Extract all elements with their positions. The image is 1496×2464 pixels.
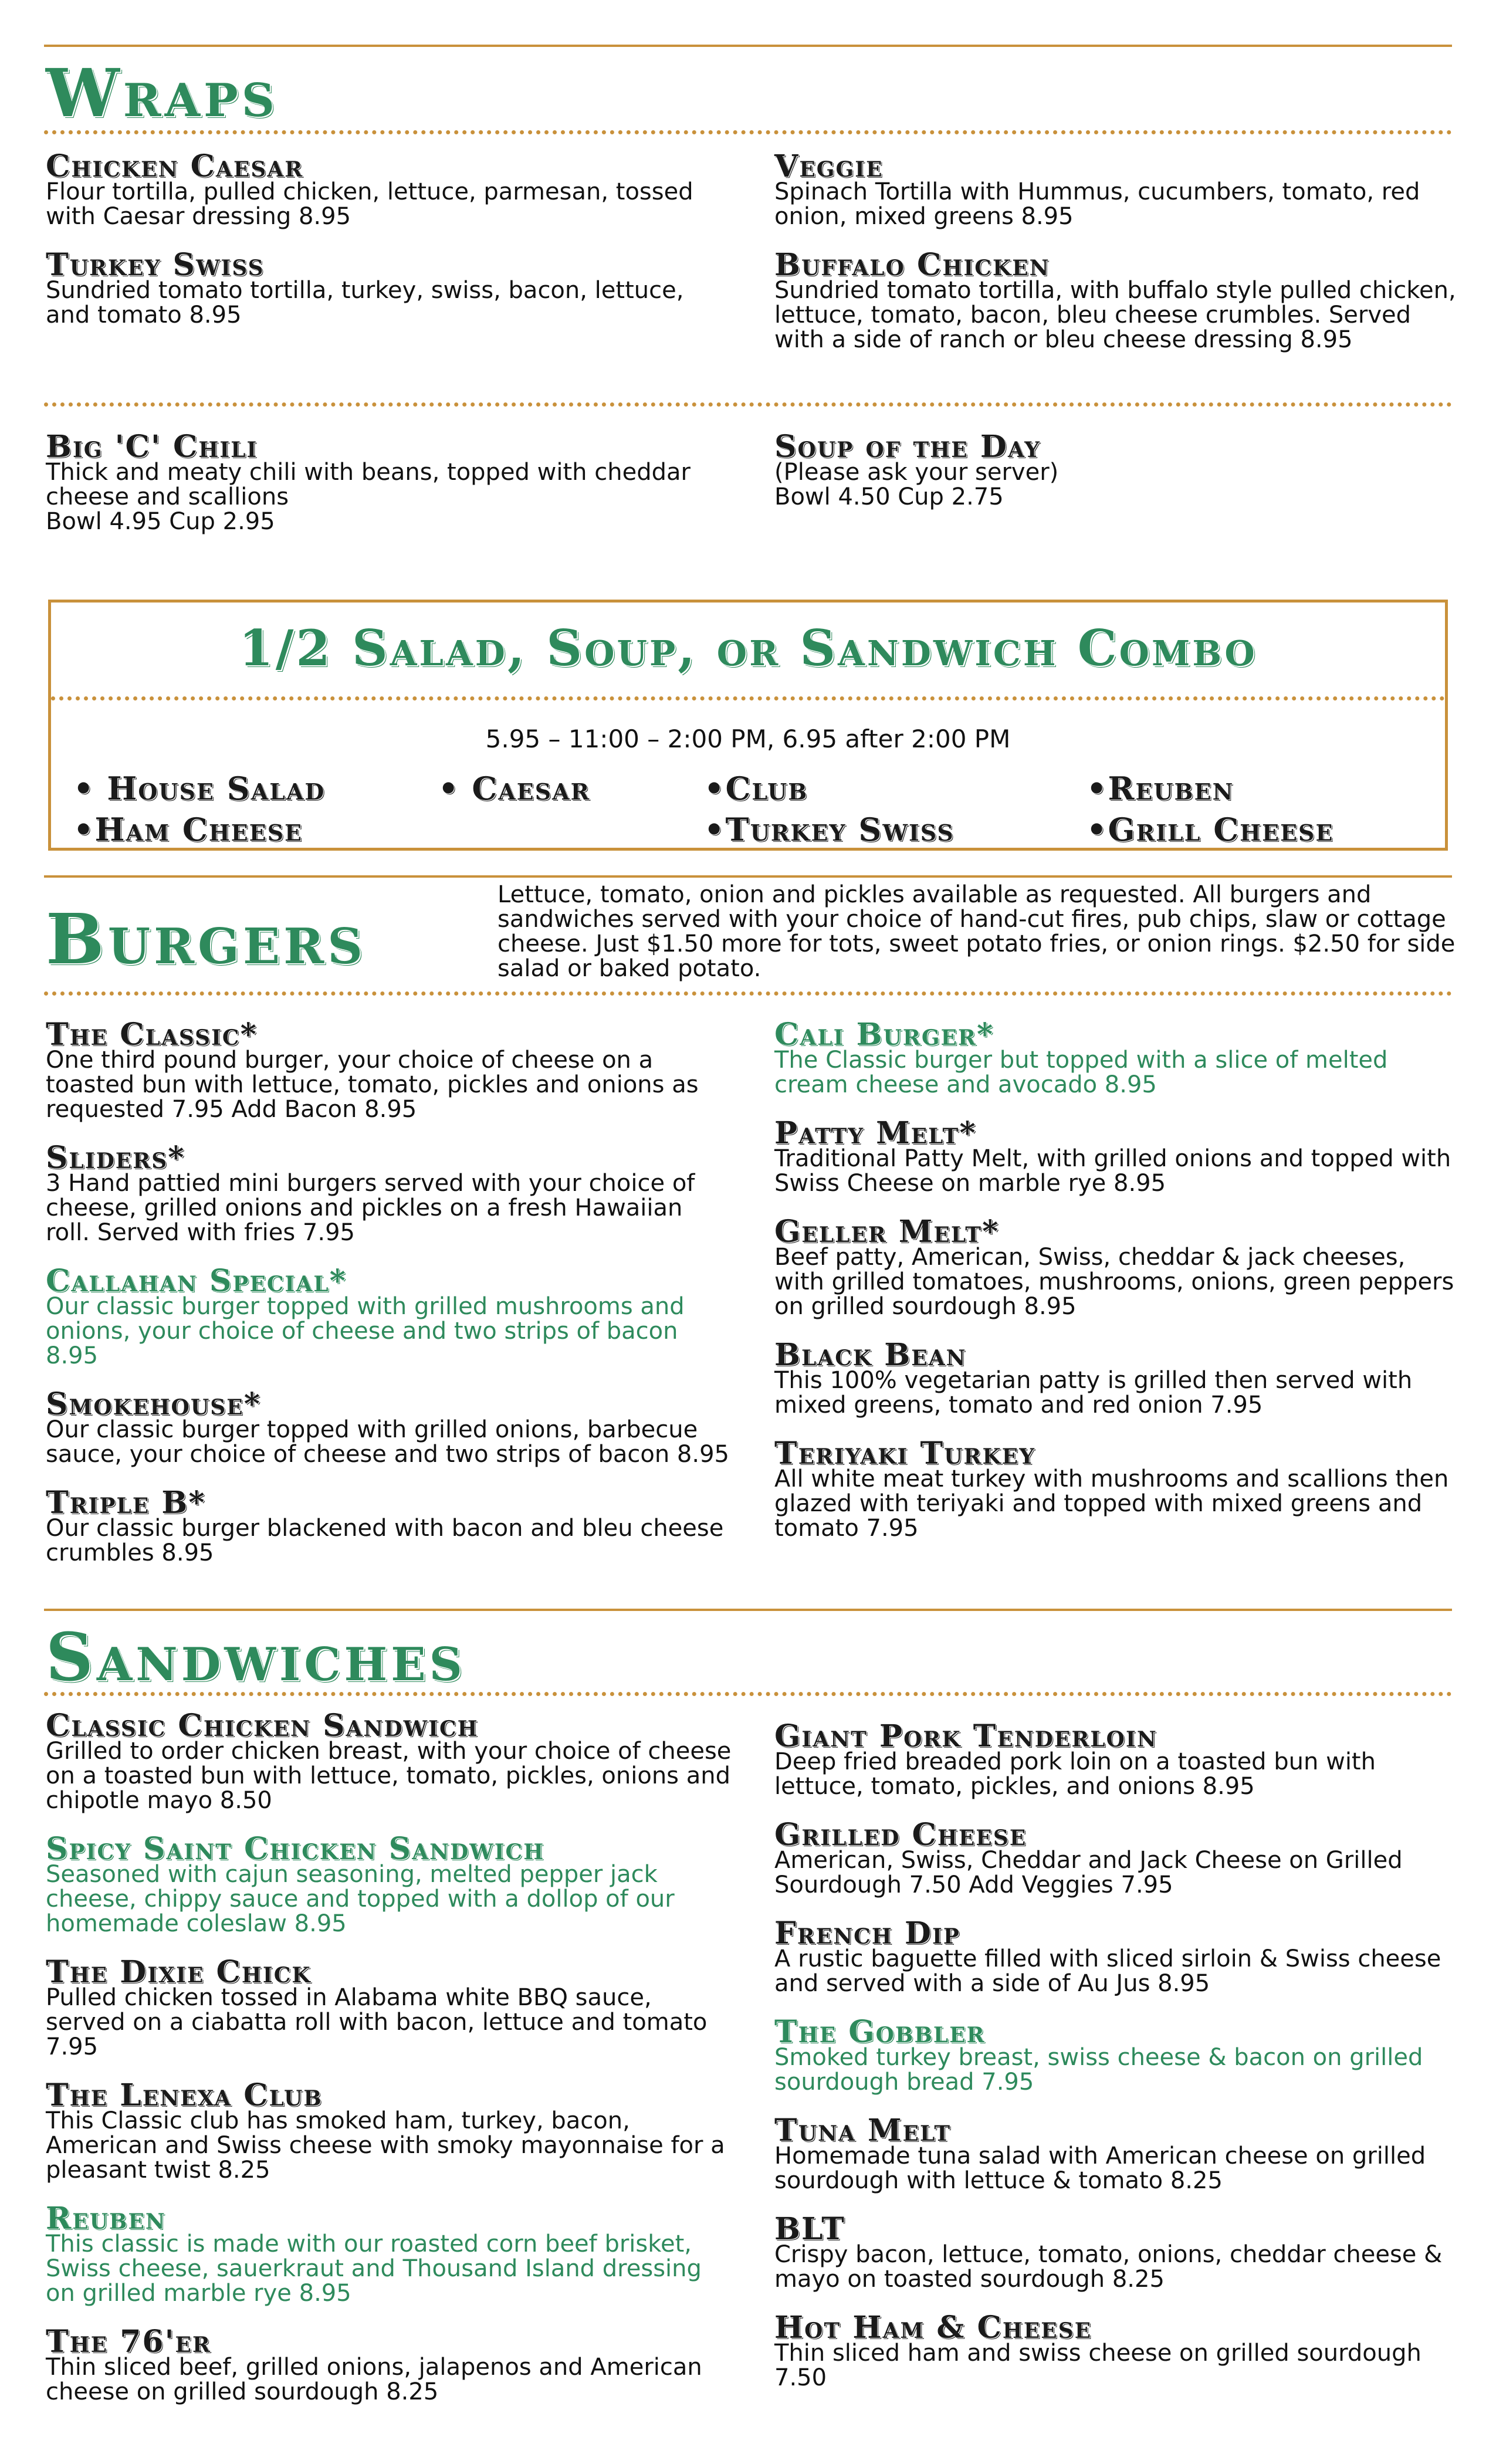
wraps-left-column: [46, 148, 732, 351]
combo-option: •Grill Cheese: [1087, 811, 1334, 848]
item-name: Tuna Melt: [774, 2113, 952, 2148]
menu-item: [774, 148, 1461, 230]
combo-dotted-divider: [51, 696, 1445, 700]
menu-item: [774, 1115, 1461, 1197]
wraps-right-column: [774, 148, 1461, 375]
item-price: Bowl 4.95 Cup 2.95: [46, 508, 275, 535]
item-description: Homemade tuna salad with American cheese on grilled sourdough with lettuce & tomato 8.25: [774, 2143, 1426, 2194]
item-description: Our classic burger blackened with bacon and bleu cheese crumbles 8.95: [46, 1515, 724, 1566]
menu-item: [46, 1485, 732, 1566]
item-description: 3 Hand pattied mini burgers served with your choice of cheese, grilled onions and pickles on a fresh Hawaiian roll. Served with fries 7.95: [46, 1170, 695, 1246]
item-name: Geller Melt*: [774, 1214, 1000, 1250]
menu-item: [774, 1915, 1461, 1997]
menu-item: [774, 2113, 1461, 2194]
combo-title: 1/2 Salad, Soup, or Sandwich Combo: [239, 619, 1257, 677]
item-description: Sundried tomato tortilla, turkey, swiss, bacon, lettuce, and tomato 8.95: [46, 277, 684, 329]
item-description: The Classic burger but topped with a slice of melted cream cheese and avocado 8.95: [774, 1047, 1388, 1098]
item-name: Big 'C' Chili: [46, 429, 258, 465]
wraps-dotted-divider: [44, 130, 1452, 134]
sandwiches-right-column: [774, 1718, 1461, 2414]
item-name: Turkey Swiss: [46, 247, 265, 283]
item-name: Reuben: [46, 2201, 166, 2236]
item-name: Grilled Cheese: [774, 1817, 1027, 1853]
menu-item: [46, 247, 732, 329]
item-description: Thin sliced ham and swiss cheese on grilled sourdough 7.50: [774, 2340, 1421, 2391]
burgers-top-divider: [44, 875, 1452, 878]
menu-item: [774, 1817, 1461, 1898]
item-description: All white meat turkey with mushrooms and scallions then glazed with teriyaki and topped with mixed greens and tomato 7.95: [774, 1465, 1449, 1542]
combo-option: •Reuben: [1087, 770, 1234, 807]
item-name: Veggie: [774, 148, 884, 184]
soups-dotted-divider: [44, 402, 1452, 407]
item-name: Teriyaki Turkey: [774, 1436, 1035, 1471]
item-description: Our classic burger topped with grilled onions, barbecue sauce, your choice of cheese and two strips of bacon 8.95: [46, 1416, 729, 1468]
sandwiches-top-divider: [44, 1609, 1452, 1611]
combo-box: [48, 600, 1448, 851]
item-description: This classic is made with our roasted corn beef brisket, Swiss cheese, sauerkraut and Thousand Island dressing on grilled marble rye 8.95: [46, 2231, 702, 2307]
combo-option: •Turkey Swiss: [704, 811, 955, 848]
combo-hours: 5.95 – 11:00 – 2:00 PM, 6.95 after 2:00 PM: [485, 725, 1011, 753]
item-description: (Please ask your server): [774, 459, 1059, 486]
item-name: BLT: [774, 2211, 845, 2247]
menu-item: [46, 2324, 732, 2405]
item-description: Grilled to order chicken breast, with your choice of cheese on a toasted bun with lettuce, tomato, pickles, onions and chipotle mayo 8.50: [46, 1738, 732, 1814]
menu-item-featured: [46, 1831, 732, 1937]
item-name: Cali Burger*: [774, 1017, 994, 1052]
sandwiches-left-column: [46, 1708, 732, 2428]
menu-item: [46, 429, 732, 535]
item-name: The 76'er: [46, 2324, 211, 2360]
menu-item: [774, 1337, 1461, 1419]
item-description: One third pound burger, your choice of cheese on a toasted bun with lettuce, tomato, pickles and onions as requested 7.95 Add Bacon 8.95: [46, 1047, 699, 1123]
menu-item: [774, 1214, 1461, 1320]
item-name: Classic Chicken Sandwich: [46, 1708, 479, 1744]
wraps-title: Wraps: [46, 55, 279, 132]
item-name: Soup of the Day: [774, 429, 1041, 465]
menu-item-featured: [46, 2201, 732, 2307]
item-name: The Dixie Chick: [46, 1954, 312, 1990]
combo-option: • Caesar: [438, 770, 591, 807]
soups-right-column: [774, 429, 1461, 533]
item-name: Chicken Caesar: [46, 148, 304, 184]
menu-item: [774, 429, 1461, 510]
item-description: Spinach Tortilla with Hummus, cucumbers, tomato, red onion, mixed greens 8.95: [774, 178, 1420, 230]
menu-item: [774, 1718, 1461, 1800]
menu-item: [46, 1017, 732, 1123]
menu-item: [46, 1386, 732, 1468]
menu-item: [46, 148, 732, 230]
item-name: Spicy Saint Chicken Sandwich: [46, 1831, 545, 1867]
menu-item: [774, 1436, 1461, 1542]
menu-item: [46, 2077, 732, 2184]
item-name: Giant Pork Tenderloin: [774, 1718, 1157, 1754]
item-description: Thick and meaty chili with beans, topped with cheddar cheese and scallions: [46, 459, 691, 510]
menu-item: [774, 2211, 1461, 2293]
item-description: This 100% vegetarian patty is grilled then served with mixed greens, tomato and red onion 7.95: [774, 1367, 1413, 1419]
menu-item-featured: [46, 1263, 732, 1369]
item-description: Thin sliced beef, grilled onions, jalapenos and American cheese on grilled sourdough 8.25: [46, 2354, 702, 2405]
menu-item-featured: [774, 1017, 1461, 1098]
combo-option: •Club: [704, 770, 808, 807]
top-divider: [44, 45, 1452, 47]
item-name: Callahan Special*: [46, 1263, 347, 1299]
item-description: This Classic club has smoked ham, turkey, bacon, American and Swiss cheese with smoky mayonnaise for a pleasant twist 8.25: [46, 2107, 725, 2184]
item-name: Smokehouse*: [46, 1386, 261, 1422]
item-name: Buffalo Chicken: [774, 247, 1050, 283]
sandwiches-title: Sandwiches: [46, 1619, 466, 1696]
menu-item: [774, 2310, 1461, 2391]
item-name: Sliders*: [46, 1140, 185, 1176]
burgers-left-column: [46, 1017, 732, 1589]
item-name: The Classic*: [46, 1017, 258, 1052]
combo-option: •Ham Cheese: [73, 811, 303, 848]
item-price: Bowl 4.50 Cup 2.75: [774, 483, 1004, 510]
item-description: Pulled chicken tossed in Alabama white BBQ sauce, served on a ciabatta roll with bacon, lettuce and tomato 7.95: [46, 1984, 708, 2060]
item-name: French Dip: [774, 1915, 960, 1951]
menu-item-featured: [774, 2014, 1461, 2096]
item-name: Hot Ham & Cheese: [774, 2310, 1092, 2345]
item-name: Triple B*: [46, 1485, 206, 1521]
item-name: Patty Melt*: [774, 1115, 977, 1151]
sandwiches-dotted-divider: [44, 1692, 1452, 1696]
item-name: The Gobbler: [774, 2014, 986, 2050]
burgers-title: Burgers: [46, 898, 367, 980]
item-description: Flour tortilla, pulled chicken, lettuce, parmesan, tossed with Caesar dressing 8.95: [46, 178, 693, 230]
item-description: American, Swiss, Cheddar and Jack Cheese on Grilled Sourdough 7.50 Add Veggies 7.95: [774, 1847, 1403, 1898]
item-description: Traditional Patty Melt, with grilled onions and topped with Swiss Cheese on marble rye 8.95: [774, 1145, 1451, 1197]
soups-left-column: [46, 429, 732, 557]
item-description: Beef patty, American, Swiss, cheddar & jack cheeses, with grilled tomatoes, mushrooms, onions, green peppers on grilled sourdough 8.95: [774, 1244, 1454, 1320]
item-description: Seasoned with cajun seasoning, melted pepper jack cheese, chippy sauce and topped with a dollop of our homemade coleslaw 8.95: [46, 1861, 675, 1937]
item-description: Deep fried breaded pork loin on a toasted bun with lettuce, tomato, pickles, and onions 8.95: [774, 1748, 1376, 1800]
item-description: Sundried tomato tortilla, with buffalo style pulled chicken, lettuce, tomato, bacon, bleu cheese crumbles. Served with a side of ranch or bleu cheese dressing 8.95: [774, 277, 1456, 353]
item-description: Our classic burger topped with grilled mushrooms and onions, your choice of cheese and two strips of bacon 8.95: [46, 1293, 685, 1369]
burgers-dotted-divider: [44, 991, 1452, 996]
item-name: Black Bean: [774, 1337, 967, 1373]
item-description: Smoked turkey breast, swiss cheese & bacon on grilled sourdough bread 7.95: [774, 2044, 1423, 2096]
burgers-right-column: [774, 1017, 1461, 1564]
menu-item: [46, 1708, 732, 1814]
item-description: Crispy bacon, lettuce, tomato, onions, cheddar cheese & mayo on toasted sourdough 8.25: [774, 2241, 1443, 2293]
combo-option: • House Salad: [73, 770, 326, 807]
item-description: A rustic baguette filled with sliced sirloin & Swiss cheese and served with a side of Au Jus 8.95: [774, 1945, 1441, 1997]
menu-item: [46, 1140, 732, 1246]
menu-item: [774, 247, 1461, 353]
item-name: The Lenexa Club: [46, 2077, 323, 2113]
burgers-note: Lettuce, tomato, onion and pickles available as requested. All burgers and sandwiches served with your choice of hand-cut fires, pub chips, slaw or cottage cheese. Just $1.50 more for tots, sweet potato fries, or onion rings. $2.50 for side salad or baked potato.: [497, 881, 1456, 982]
menu-item: [46, 1954, 732, 2060]
